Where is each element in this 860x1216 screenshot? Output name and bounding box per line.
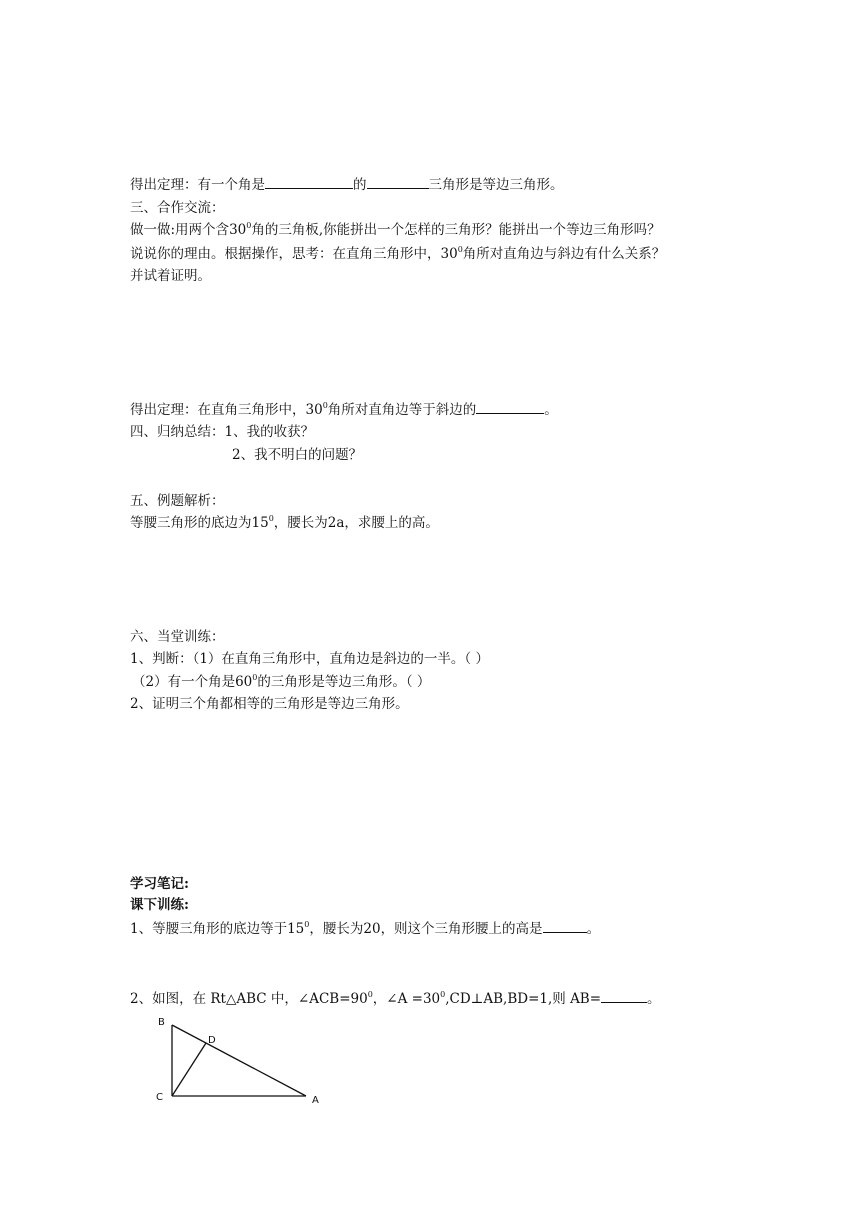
exercise-1-2: （2）有一个角是$60^0$的三角形是等边三角形。（ ） <box>132 673 431 690</box>
segment-ab <box>172 1025 306 1096</box>
activity-line-3: 并试着证明。 <box>130 268 211 284</box>
activity-line-2: 说说你的理由。根据操作，思考：在直角三角形中，$30^0$角所对直角边与斜边有什么关系？ <box>130 245 666 262</box>
summary-line-1: 四、归纳总结：1、我的收获？ <box>130 424 315 440</box>
triangle-figure <box>150 1012 330 1112</box>
homework-1: 1、等腰三角形的底边等于$15^0$，腰长为20，则这个三角形腰上的高是 。 <box>130 920 601 937</box>
answer-blank-1[interactable] <box>265 175 353 189</box>
answer-blank-2[interactable] <box>367 175 429 189</box>
activity-line-1: 做一做:用两个含$30^0$角的三角板,你能拼出一个怎样的三角形？能拼出一个等边三角形吗？ <box>130 221 661 238</box>
section-heading-5: 五、例题解析： <box>130 493 225 509</box>
section-heading-3: 三、合作交流： <box>130 200 225 216</box>
vertex-label-a: A <box>312 1095 319 1106</box>
exercise-2: 2、证明三个角都相等的三角形是等边三角形。 <box>130 696 409 712</box>
answer-blank-3[interactable] <box>476 400 544 414</box>
vertex-label-c: C <box>156 1092 163 1103</box>
homework-2: 2、如图，在 Rt△ABC 中，$\angle ACB=90^0$，∠A $=30^0,CD\perp AB,BD=1$,则 AB= 。 <box>130 990 661 1007</box>
example-problem: 等腰三角形的底边为$15^0$，腰长为2a，求腰上的高。 <box>130 514 439 531</box>
segment-cd <box>172 1043 206 1096</box>
vertex-label-b: B <box>158 1017 165 1028</box>
exercise-1-1: 1、判断：（1）在直角三角形中，直角边是斜边的一半。（ ） <box>130 651 489 667</box>
section-heading-6: 六、当堂训练： <box>130 629 225 645</box>
theorem-equilateral: 得出定理：有一个角是 的 三角形是等边三角形。 <box>130 177 564 193</box>
vertex-label-d: D <box>208 1035 216 1046</box>
summary-line-2: 2、我不明白的问题？ <box>232 447 363 463</box>
answer-blank-5[interactable] <box>601 989 647 1003</box>
answer-blank-4[interactable] <box>543 919 587 933</box>
homework-heading: 课下训练: <box>130 897 189 913</box>
notes-heading: 学习笔记: <box>130 876 189 892</box>
theorem-30-degree: 得出定理：在直角三角形中，$30^0$角所对直角边等于斜边的 。 <box>130 401 558 418</box>
